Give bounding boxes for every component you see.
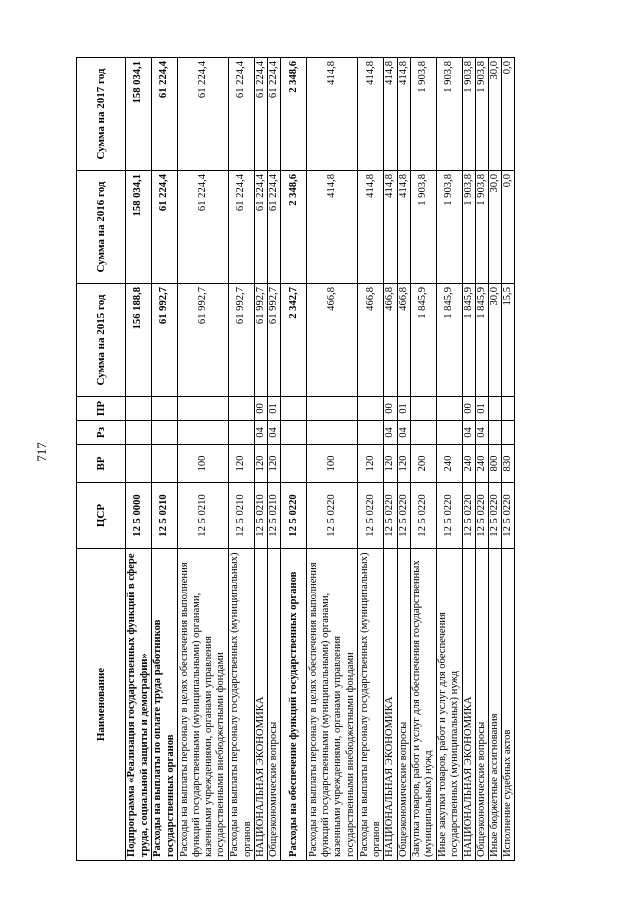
row-name: Расходы на выплаты по оплате труда работников государственных органов	[152, 549, 178, 861]
row-csr: 12 5 0220	[358, 483, 384, 549]
row-csr: 12 5 0210	[152, 483, 178, 549]
row-csr: 12 5 0220	[281, 483, 307, 549]
row-2016: 1 903,8	[462, 171, 475, 284]
row-2015: 61 992,7	[178, 284, 229, 397]
row-pr	[489, 397, 502, 421]
header-2017: Сумма на 2017 год	[77, 58, 126, 171]
row-pr	[502, 397, 515, 421]
row-vr: 240	[436, 445, 462, 483]
row-2016: 61 224,4	[268, 171, 281, 284]
row-pr: 01	[268, 397, 281, 421]
row-2017: 61 224,4	[229, 58, 255, 171]
table-row	[410, 58, 436, 861]
table-row	[281, 58, 307, 861]
row-rz	[489, 421, 502, 445]
table-row	[178, 58, 229, 861]
row-2016: 414,8	[384, 171, 397, 284]
header-csr: ЦСР	[77, 483, 126, 549]
row-name: НАЦИОНАЛЬНАЯ ЭКОНОМИКА	[255, 549, 268, 861]
row-rz: 04	[397, 421, 410, 445]
row-2017: 61 224,4	[152, 58, 178, 171]
row-vr: 240	[475, 445, 488, 483]
table-row	[229, 58, 255, 861]
row-name: Расходы на выплаты персоналу государственных (муниципальных) органов	[229, 549, 255, 861]
row-csr: 12 5 0220	[436, 483, 462, 549]
row-2015: 61 992,7	[229, 284, 255, 397]
row-pr: 01	[397, 397, 410, 421]
row-csr: 12 5 0210	[229, 483, 255, 549]
header-row	[77, 58, 126, 861]
row-2015: 466,8	[397, 284, 410, 397]
row-2017: 414,8	[384, 58, 397, 171]
row-2015: 61 992,7	[268, 284, 281, 397]
table-row	[384, 58, 397, 861]
row-2015: 61 992,7	[255, 284, 268, 397]
row-csr: 12 5 0000	[126, 483, 152, 549]
row-2015: 1 845,9	[475, 284, 488, 397]
row-csr: 12 5 0210	[178, 483, 229, 549]
table-row	[152, 58, 178, 861]
row-rz	[436, 421, 462, 445]
row-name: Подпрограмма «Реализация государственных функций в сфере труда, социальной защиты и демографии»	[126, 549, 152, 861]
row-vr: 120	[397, 445, 410, 483]
row-csr: 12 5 0210	[268, 483, 281, 549]
row-2016: 1 903,8	[475, 171, 488, 284]
row-2016: 30,0	[489, 171, 502, 284]
row-name: НАЦИОНАЛЬНАЯ ЭКОНОМИКА	[384, 549, 397, 861]
row-vr: 120	[384, 445, 397, 483]
row-2017: 414,8	[397, 58, 410, 171]
table-row	[489, 58, 502, 861]
row-pr: 00	[255, 397, 268, 421]
row-rz	[358, 421, 384, 445]
row-2016: 414,8	[358, 171, 384, 284]
row-pr	[307, 397, 358, 421]
table-row	[436, 58, 462, 861]
row-csr: 12 5 0220	[475, 483, 488, 549]
row-pr	[358, 397, 384, 421]
table-row	[255, 58, 268, 861]
row-csr: 12 5 0220	[410, 483, 436, 549]
header-pr: ПР	[77, 397, 126, 421]
row-2017: 1 903,8	[410, 58, 436, 171]
row-2015: 1 845,9	[436, 284, 462, 397]
row-rz	[126, 421, 152, 445]
row-pr: 00	[462, 397, 475, 421]
row-vr: 240	[462, 445, 475, 483]
row-csr: 12 5 0220	[397, 483, 410, 549]
row-name: Расходы на обеспечение функций государственных органов	[281, 549, 307, 861]
row-rz: 04	[384, 421, 397, 445]
row-2016: 1 903,8	[410, 171, 436, 284]
row-2016: 414,8	[307, 171, 358, 284]
row-vr	[152, 445, 178, 483]
table-row	[268, 58, 281, 861]
row-2017: 1 903,8	[462, 58, 475, 171]
row-name: Общеэкономические вопросы	[268, 549, 281, 861]
row-name: Расходы на выплаты персоналу государственных (муниципальных) органов	[358, 549, 384, 861]
row-pr: 00	[384, 397, 397, 421]
row-pr	[126, 397, 152, 421]
row-2016: 61 224,4	[229, 171, 255, 284]
row-2016: 61 224,4	[255, 171, 268, 284]
row-rz	[178, 421, 229, 445]
row-pr: 01	[475, 397, 488, 421]
row-2015: 2 342,7	[281, 284, 307, 397]
row-2017: 1 903,8	[436, 58, 462, 171]
row-2016: 0,0	[502, 171, 515, 284]
row-csr: 12 5 0220	[307, 483, 358, 549]
row-name: Исполнение судебных актов	[502, 549, 515, 861]
row-rz: 04	[255, 421, 268, 445]
row-2015: 1 845,9	[410, 284, 436, 397]
header-2016: Сумма на 2016 год	[77, 171, 126, 284]
row-vr: 120	[229, 445, 255, 483]
row-vr: 200	[410, 445, 436, 483]
row-rz	[152, 421, 178, 445]
row-2015: 156 188,8	[126, 284, 152, 397]
row-rz: 04	[462, 421, 475, 445]
budget-table-rotated	[76, 58, 616, 861]
row-rz	[307, 421, 358, 445]
row-2017: 61 224,4	[255, 58, 268, 171]
table-row	[475, 58, 488, 861]
row-vr: 830	[502, 445, 515, 483]
row-2017: 1 903,8	[475, 58, 488, 171]
row-2016: 61 224,4	[178, 171, 229, 284]
row-2015: 61 992,7	[152, 284, 178, 397]
row-rz	[410, 421, 436, 445]
row-pr	[281, 397, 307, 421]
row-2015: 1 845,9	[462, 284, 475, 397]
row-vr: 120	[358, 445, 384, 483]
row-2017: 30,0	[489, 58, 502, 171]
row-pr	[410, 397, 436, 421]
row-name: Иные бюджетные ассигнования	[489, 549, 502, 861]
row-pr	[178, 397, 229, 421]
row-vr: 100	[307, 445, 358, 483]
table-row	[358, 58, 384, 861]
header-vr: ВР	[77, 445, 126, 483]
row-vr: 800	[489, 445, 502, 483]
row-name: НАЦИОНАЛЬНАЯ ЭКОНОМИКА	[462, 549, 475, 861]
row-name: Закупка товаров, работ и услуг для обеспечения государственных (муниципальных) нужд	[410, 549, 436, 861]
budget-table	[76, 57, 515, 861]
row-rz	[229, 421, 255, 445]
header-name: Наименование	[77, 549, 126, 861]
row-2017: 158 034,1	[126, 58, 152, 171]
row-name: Общеэкономические вопросы	[475, 549, 488, 861]
row-2017: 61 224,4	[178, 58, 229, 171]
row-2016: 414,8	[397, 171, 410, 284]
row-2017: 0,0	[502, 58, 515, 171]
row-pr	[436, 397, 462, 421]
row-csr: 12 5 0210	[255, 483, 268, 549]
row-2015: 15,5	[502, 284, 515, 397]
row-2016: 1 903,8	[436, 171, 462, 284]
row-vr	[281, 445, 307, 483]
page-number: 717	[34, 442, 49, 462]
table-row	[307, 58, 358, 861]
row-rz	[281, 421, 307, 445]
row-2016: 158 034,1	[126, 171, 152, 284]
row-2015: 466,8	[384, 284, 397, 397]
row-rz	[502, 421, 515, 445]
row-2015: 466,8	[307, 284, 358, 397]
row-name: Расходы на выплаты персоналу в целях обеспечения выполнения функций государственными (муниципальными) органами, казенными учреждениями, органами управления государственными внебюджетными фондами	[307, 549, 358, 861]
budget-table-area	[76, 58, 616, 861]
header-2015: Сумма на 2015 год	[77, 284, 126, 397]
row-2016: 61 224,4	[152, 171, 178, 284]
row-vr: 120	[255, 445, 268, 483]
row-vr: 100	[178, 445, 229, 483]
table-row	[397, 58, 410, 861]
row-pr	[152, 397, 178, 421]
row-2016: 2 348,6	[281, 171, 307, 284]
row-name: Иные закупки товаров, работ и услуг для обеспечения государственных (муниципальных) нужд	[436, 549, 462, 861]
table-row	[502, 58, 515, 861]
table-row	[462, 58, 475, 861]
row-name: Общеэкономические вопросы	[397, 549, 410, 861]
row-2017: 414,8	[307, 58, 358, 171]
row-2017: 414,8	[358, 58, 384, 171]
row-pr	[229, 397, 255, 421]
row-csr: 12 5 0220	[502, 483, 515, 549]
row-rz: 04	[268, 421, 281, 445]
row-2017: 61 224,4	[268, 58, 281, 171]
header-rz: Рз	[77, 421, 126, 445]
row-vr	[126, 445, 152, 483]
row-rz: 04	[475, 421, 488, 445]
row-csr: 12 5 0220	[489, 483, 502, 549]
row-2015: 466,8	[358, 284, 384, 397]
table-row	[126, 58, 152, 861]
row-2017: 2 348,6	[281, 58, 307, 171]
row-2015: 30,0	[489, 284, 502, 397]
row-name: Расходы на выплаты персоналу в целях обеспечения выполнения функций государственными (муниципальными) органами, казенными учреждениями, органами управления государственными внебюджетными фондами	[178, 549, 229, 861]
row-vr: 120	[268, 445, 281, 483]
row-csr: 12 5 0220	[384, 483, 397, 549]
row-csr: 12 5 0220	[462, 483, 475, 549]
